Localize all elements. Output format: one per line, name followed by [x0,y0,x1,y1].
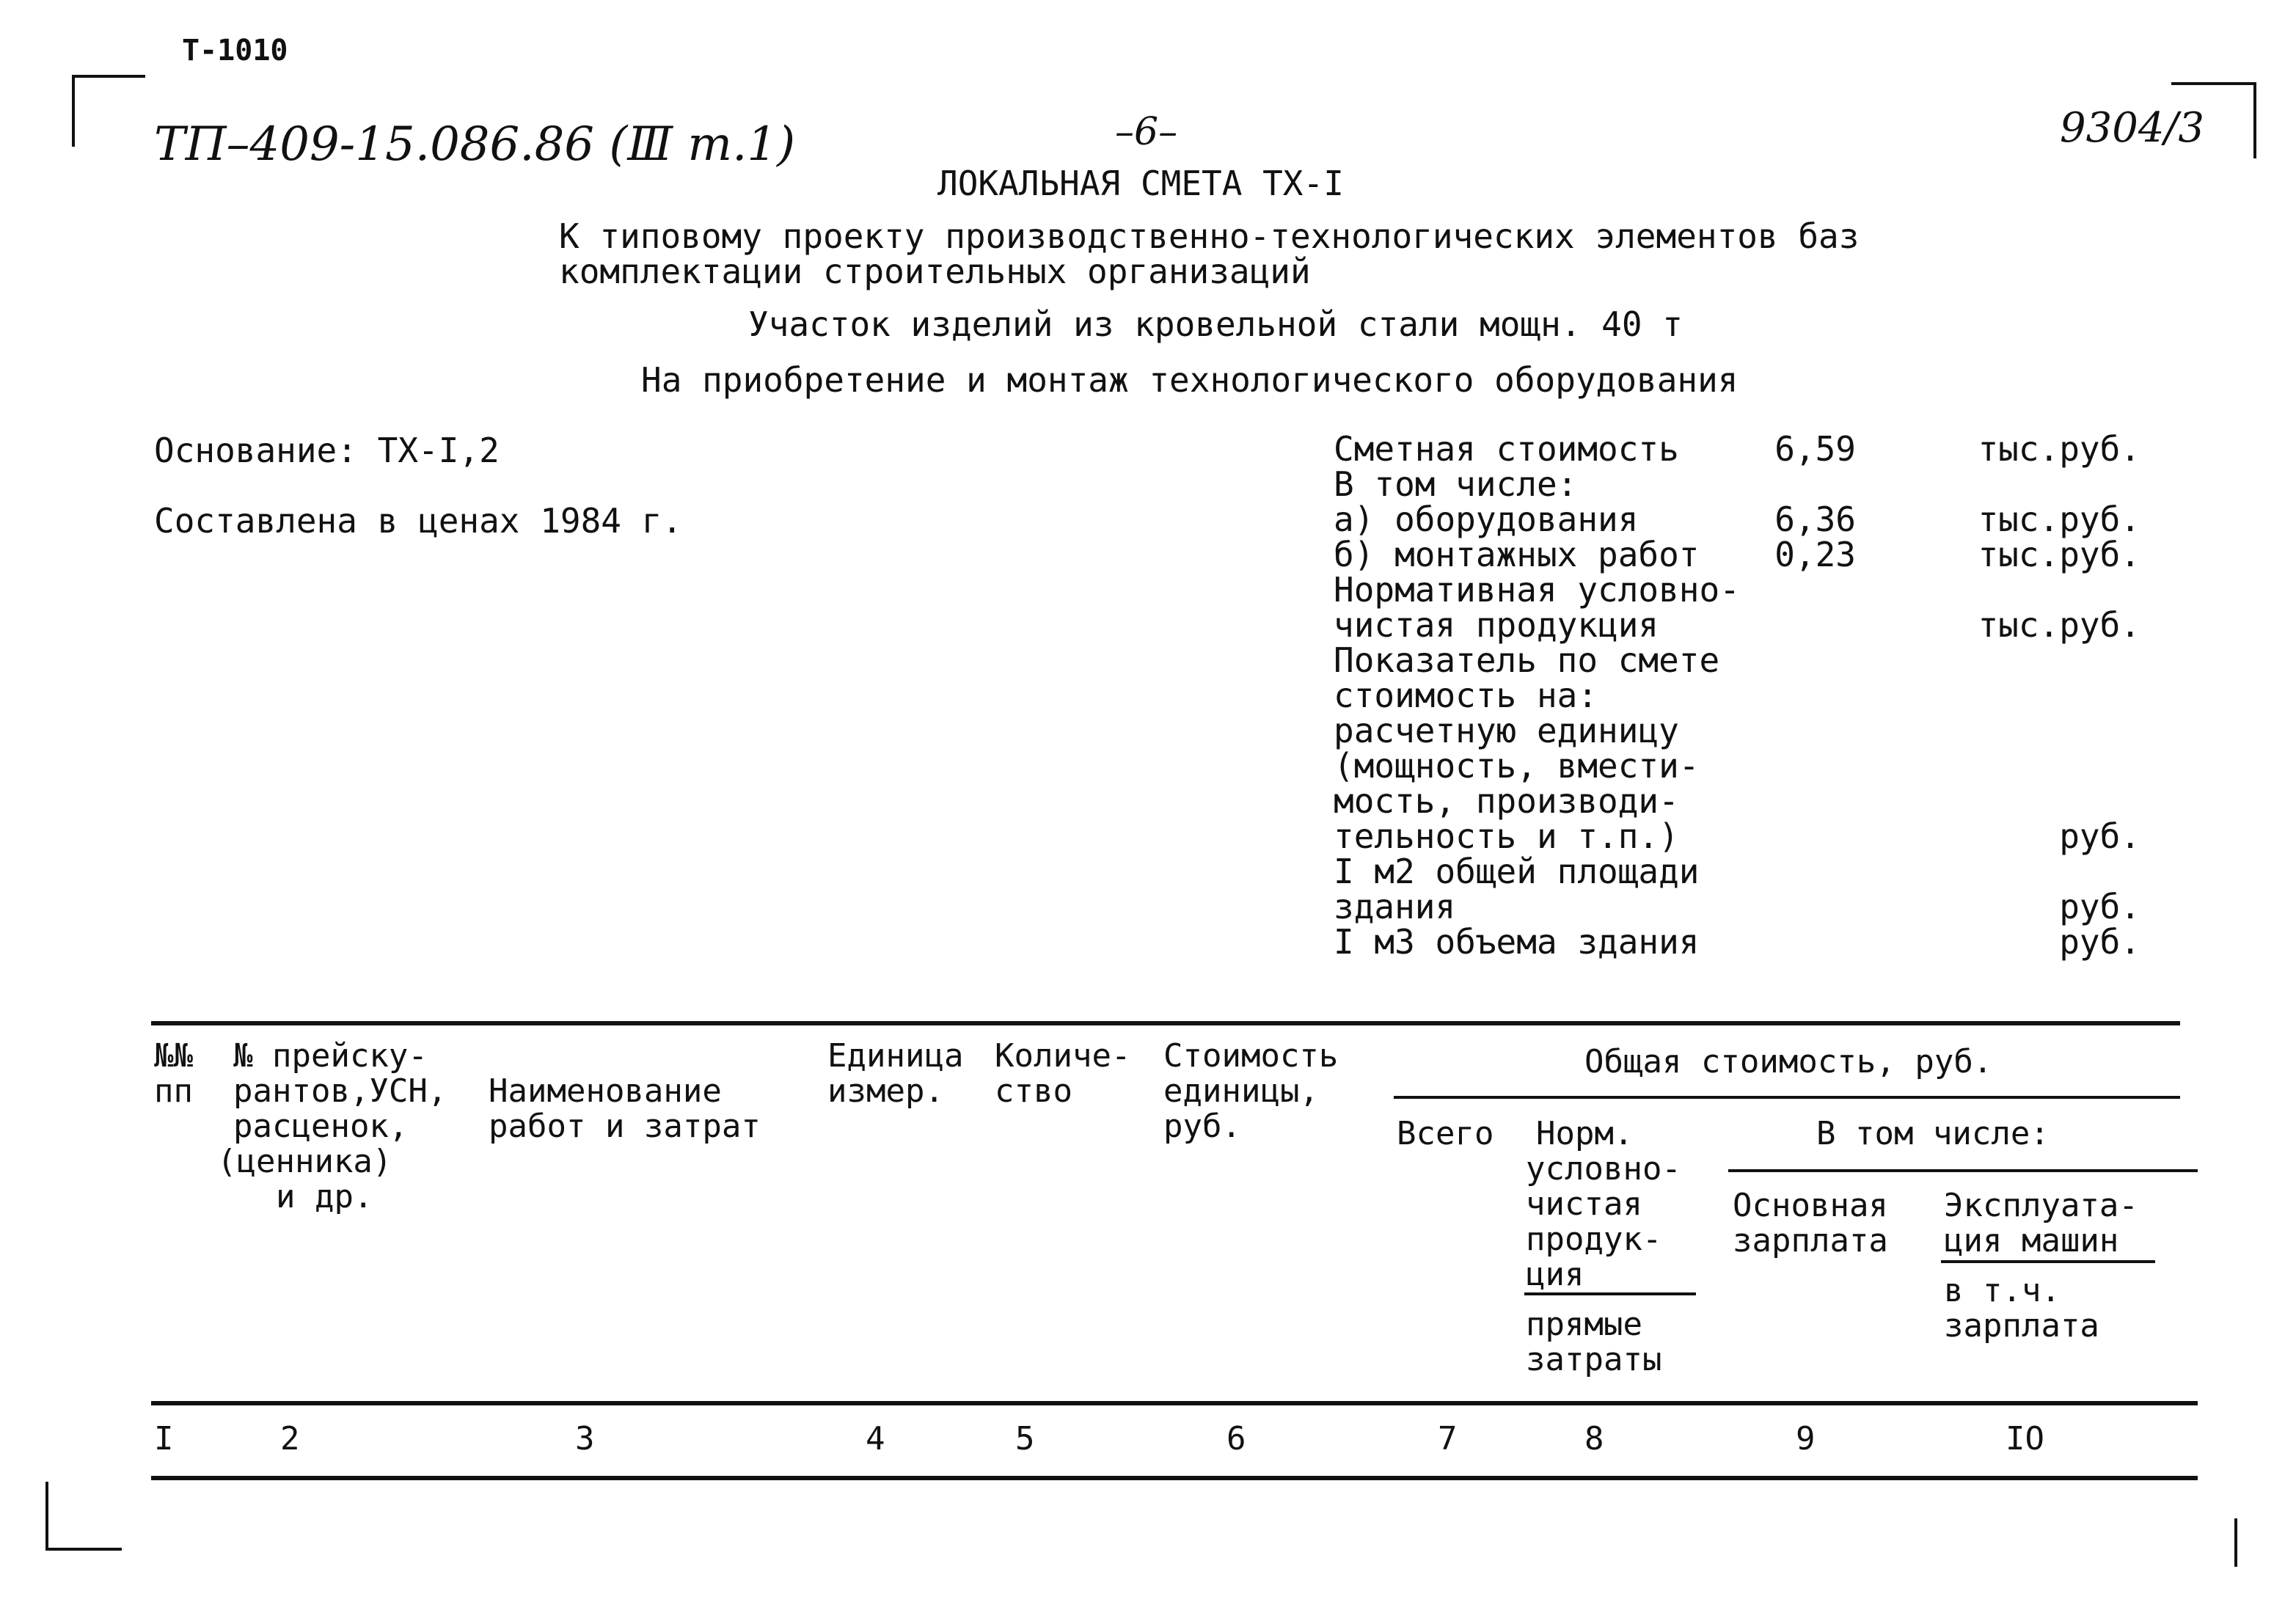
document-title: ЛОКАЛЬНАЯ СМЕТА ТХ-I [937,164,1344,203]
summary-label: б) монтажных работ [1334,535,1700,574]
summary-label: здания [1334,887,1456,926]
summary-label: мость, производи- [1334,781,1679,821]
summary-label: I м3 объема здания [1334,922,1700,962]
summary-label: а) оборудования [1334,500,1639,539]
summary-unit: тыс.руб. [1978,429,2140,469]
frame-top-left-v [72,75,75,147]
summary-row [1334,464,2140,504]
summary-label: Показатель по смете [1334,640,1720,680]
summary-row [1334,922,2140,962]
subtitle-line-2: комплектации строительных организаций [559,252,1311,291]
document-code: ТП–409-15.086.86 (Ⅲ т.1) [154,117,796,172]
summary-row [1334,502,2140,537]
summary-unit: руб. [2059,922,2140,962]
column-number-5: 5 [1015,1420,1035,1457]
frame-bottom-left-v [45,1482,48,1551]
column-number-2: 2 [280,1420,300,1457]
summary-value: 6,36 [1774,500,1856,539]
header-bottom-rule [151,1401,2198,1405]
total-cost-rule [1394,1096,2180,1099]
summary-label: (мощность, вмести- [1334,746,1700,786]
column-number-7: 7 [1438,1420,1458,1457]
summary-label: I м2 общей площади [1334,852,1700,891]
stamp-code: Т-1010 [182,34,288,67]
including-header: В том числе: [1816,1115,2050,1152]
subtitle-line-1: К типовому проекту производственно-технологических элементов баз [559,216,1860,256]
summary-row [1334,816,2140,856]
column-number-6: 6 [1226,1420,1246,1457]
col6-header: Стоимость единицы, руб. [1163,1037,1339,1145]
section-title: Участок изделий из кровельной стали мощн. 40 т [748,304,1683,344]
summary-row [1334,431,2140,467]
summary-row [1334,746,2140,786]
summary-label: расчетную единицу [1334,711,1679,750]
table-top-rule [151,1021,2180,1025]
summary-unit: тыс.руб. [1978,500,2140,539]
summary-row [1334,854,2140,889]
frame-bottom-right-v [2234,1518,2237,1567]
frame-top-right-v [2253,82,2256,158]
summary-value: 6,59 [1774,429,1856,469]
number-row-bottom-rule [151,1476,2198,1480]
summary-row [1334,537,2140,572]
total-cost-header: Общая стоимость, руб. [1584,1043,1993,1080]
frame-top-right-h [2171,82,2256,85]
prices-label: Составлена в ценах 1984 г. [154,501,683,541]
summary-unit: тыс.руб. [1978,605,2140,645]
col5-header: Количе- ство [995,1037,1131,1110]
column-number-10: IO [2006,1420,2044,1457]
col9-header: Основная зарплата [1733,1187,1888,1259]
summary-unit: руб. [2059,887,2140,926]
col7-header: Всего [1397,1115,1494,1152]
purpose-title: На приобретение и монтаж технологического оборудования [641,360,1739,400]
page-number: –6– [1115,110,1178,154]
col1-header: №№ пп [154,1037,193,1110]
column-number-1: I [154,1420,174,1457]
summary-value: 0,23 [1774,535,1856,574]
col8-header: Норм. условно- чистая продук- ция прямые затраты [1526,1115,1681,1378]
summary-row [1334,783,2140,819]
column-number-9: 9 [1796,1420,1816,1457]
summary-label: Нормативная условно- [1334,570,1740,610]
including-rule [1728,1169,2198,1172]
cost-summary [1334,429,2140,962]
summary-label: тельность и т.п.) [1334,816,1679,856]
col10-header: Эксплуата- ция машин в т.ч. зарплата [1944,1187,2138,1345]
col4-header: Единица измер. [827,1037,964,1110]
column-number-3: 3 [575,1420,595,1457]
summary-row [1334,713,2140,748]
archive-number: 9304/3 [2060,104,2205,152]
basis-label: Основание: ТХ-I,2 [154,431,500,470]
col3-header: Наименование работ и затрат [489,1072,761,1145]
summary-row [1334,640,2140,680]
summary-row [1334,570,2140,610]
summary-label: Сметная стоимость [1334,429,1679,469]
summary-row [1334,607,2140,643]
column-number-4: 4 [866,1420,885,1457]
frame-bottom-left-h [45,1548,122,1551]
summary-label: чистая продукция [1334,605,1659,645]
summary-row [1334,678,2140,713]
summary-unit: тыс.руб. [1978,535,2140,574]
summary-label: стоимость на: [1334,676,1598,715]
column-number-8: 8 [1584,1420,1604,1457]
frame-top-left-h [72,75,145,78]
summary-unit: руб. [2059,816,2140,856]
summary-label: В том числе: [1334,464,1578,504]
col2-header: № прейску- рантов,УСН, расценок, (ценника) и др. [217,1037,447,1215]
summary-row [1334,889,2140,924]
